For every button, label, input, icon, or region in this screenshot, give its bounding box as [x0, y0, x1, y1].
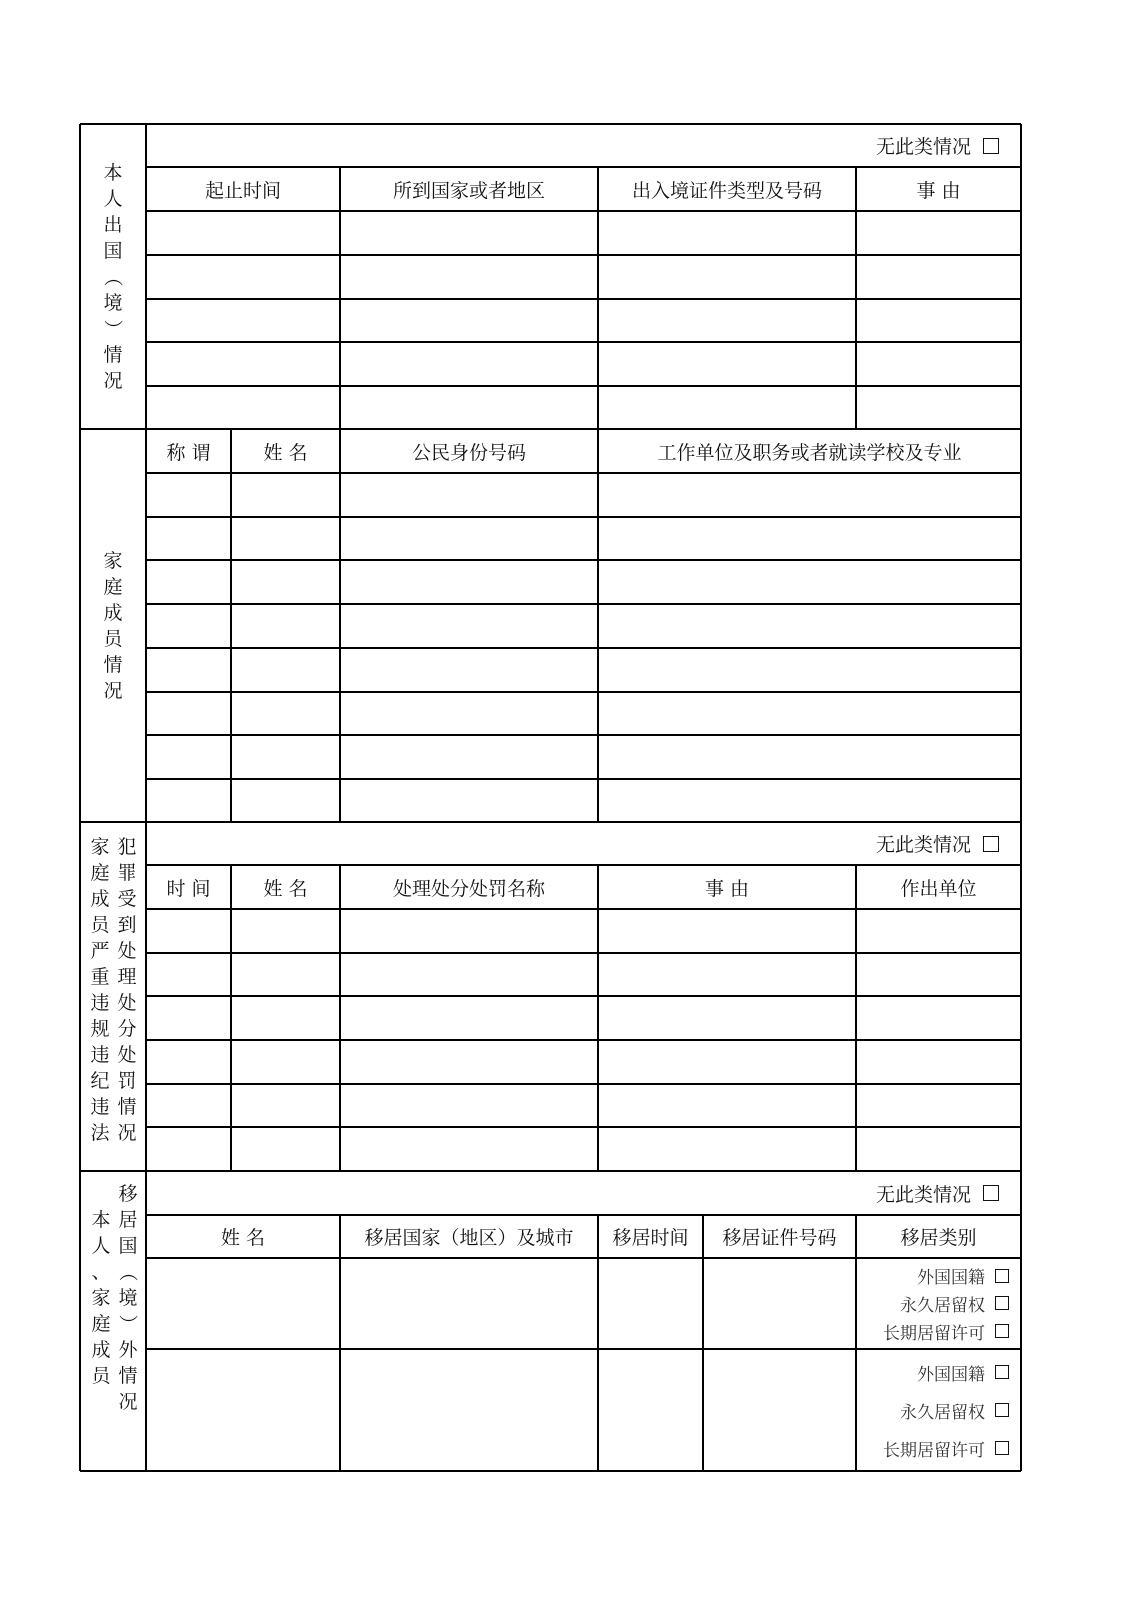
- emigration-none-row: [146, 1171, 999, 1215]
- travel-cell[interactable]: [147, 256, 339, 298]
- grid-line: [1020, 124, 1022, 1471]
- category-checkbox[interactable]: [995, 1324, 1009, 1338]
- travel-cell[interactable]: [147, 300, 339, 341]
- violation-title-col1: 家 庭 成 员 严 重 违 规 违 纪 违 法: [90, 836, 110, 1144]
- travel-header-1: 所到国家或者地区: [392, 179, 545, 202]
- family-header-1: 姓 名: [263, 441, 308, 464]
- violation-cell[interactable]: [341, 910, 597, 952]
- violation-cell[interactable]: [341, 997, 597, 1039]
- travel-section-title: 本 人 出 国 （ 境 ） 情 况: [101, 161, 124, 392]
- travel-header-0: 起止时间: [204, 179, 281, 202]
- violation-cell[interactable]: [599, 910, 855, 952]
- travel-cell[interactable]: [599, 300, 855, 341]
- violation-cell[interactable]: [341, 1041, 597, 1083]
- category-checkbox[interactable]: [995, 1365, 1009, 1379]
- category-checkbox[interactable]: [995, 1403, 1009, 1417]
- family-cell[interactable]: [599, 649, 1020, 691]
- violation-cell[interactable]: [599, 1085, 855, 1126]
- family-cell[interactable]: [147, 561, 230, 603]
- violation-cell[interactable]: [599, 1041, 855, 1083]
- category-checkbox[interactable]: [995, 1269, 1009, 1283]
- family-header-2: 公民身份号码: [411, 441, 526, 464]
- travel-cell[interactable]: [341, 343, 597, 385]
- emigration-cell[interactable]: [704, 1259, 855, 1348]
- family-header-0: 称 谓: [166, 441, 211, 464]
- violation-cell[interactable]: [599, 1128, 855, 1170]
- violation-cell[interactable]: [232, 1041, 339, 1083]
- family-cell[interactable]: [232, 474, 339, 516]
- family-cell[interactable]: [147, 474, 230, 516]
- personal-info-form: [80, 124, 1021, 1471]
- travel-cell[interactable]: [341, 387, 597, 428]
- travel-cell[interactable]: [857, 343, 1020, 385]
- emigration-cell[interactable]: [341, 1259, 597, 1348]
- travel-cell[interactable]: [857, 300, 1020, 341]
- none-label: 无此类情况: [875, 834, 971, 856]
- emigration-cell[interactable]: [599, 1350, 702, 1470]
- travel-cell[interactable]: [341, 256, 597, 298]
- none-checkbox[interactable]: [983, 836, 999, 852]
- travel-header-3: 事 由: [916, 179, 961, 202]
- family-cell[interactable]: [232, 518, 339, 559]
- travel-cell[interactable]: [147, 212, 339, 254]
- emigration-cell[interactable]: [341, 1350, 597, 1470]
- none-checkbox[interactable]: [983, 138, 999, 154]
- violation-cell[interactable]: [147, 1128, 230, 1170]
- violation-cell[interactable]: [341, 1085, 597, 1126]
- family-cell[interactable]: [232, 649, 339, 691]
- emigration-title-col1: 本 人 、 家 庭 成 员: [91, 1209, 111, 1387]
- travel-cell[interactable]: [341, 212, 597, 254]
- family-cell[interactable]: [232, 561, 339, 603]
- violation-cell[interactable]: [232, 1128, 339, 1170]
- family-cell[interactable]: [599, 693, 1020, 734]
- family-cell[interactable]: [341, 561, 597, 603]
- emigration-header-3: 移居证件号码: [722, 1227, 837, 1249]
- violation-cell[interactable]: [232, 954, 339, 995]
- emigration-header-4: 移居类别: [900, 1227, 977, 1249]
- emigration-category-option[interactable]: [856, 1290, 1009, 1318]
- family-cell[interactable]: [147, 518, 230, 559]
- family-cell[interactable]: [599, 561, 1020, 603]
- emigration-category-option[interactable]: [856, 1429, 1009, 1467]
- violation-title-col2: 犯 罪 受 到 处 理 处 分 处 罚 情 况: [117, 836, 137, 1144]
- violation-cell[interactable]: [857, 1041, 1020, 1083]
- family-cell[interactable]: [147, 736, 230, 778]
- emigration-header-1: 移居国家（地区）及城市: [364, 1227, 574, 1249]
- category-label: 外国国籍: [917, 1268, 985, 1289]
- violation-cell[interactable]: [147, 954, 230, 995]
- none-checkbox[interactable]: [983, 1185, 999, 1201]
- family-cell[interactable]: [341, 649, 597, 691]
- violation-header-3: 事 由: [704, 877, 750, 900]
- violation-header-4: 作出单位: [900, 877, 977, 900]
- violation-cell[interactable]: [232, 910, 339, 952]
- family-cell[interactable]: [232, 780, 339, 821]
- travel-cell[interactable]: [147, 343, 339, 385]
- violation-cell[interactable]: [147, 1041, 230, 1083]
- emigration-category-option[interactable]: [856, 1317, 1009, 1345]
- emigration-cell[interactable]: [147, 1259, 339, 1348]
- violation-cell[interactable]: [599, 954, 855, 995]
- family-cell[interactable]: [599, 518, 1020, 559]
- violation-header-2: 处理处分处罚名称: [392, 877, 545, 900]
- family-cell[interactable]: [147, 649, 230, 691]
- violation-cell[interactable]: [147, 1085, 230, 1126]
- travel-none-row: [146, 124, 999, 167]
- travel-cell[interactable]: [599, 343, 855, 385]
- family-cell[interactable]: [232, 693, 339, 734]
- emigration-cell[interactable]: [147, 1350, 339, 1470]
- family-cell[interactable]: [341, 780, 597, 821]
- violation-header-0: 时 间: [166, 877, 211, 900]
- none-label: 无此类情况: [875, 1183, 971, 1206]
- emigration-category-option[interactable]: [856, 1262, 1009, 1290]
- category-checkbox[interactable]: [995, 1296, 1009, 1310]
- violation-cell[interactable]: [341, 954, 597, 995]
- travel-cell[interactable]: [599, 387, 855, 428]
- travel-cell[interactable]: [857, 212, 1020, 254]
- family-cell[interactable]: [599, 474, 1020, 516]
- category-label: 外国国籍: [917, 1364, 985, 1385]
- emigration-header-2: 移居时间: [612, 1227, 689, 1249]
- violation-cell[interactable]: [147, 997, 230, 1039]
- travel-header-2: 出入境证件类型及号码: [631, 179, 822, 202]
- family-cell[interactable]: [232, 736, 339, 778]
- emigration-category-option[interactable]: [856, 1353, 1009, 1391]
- family-cell[interactable]: [147, 605, 230, 647]
- family-section-title: 家 庭 成 员 情 况: [103, 549, 123, 702]
- travel-cell[interactable]: [599, 212, 855, 254]
- travel-cell[interactable]: [857, 387, 1020, 428]
- emigration-title-col2: 移 居 国 （ 境 ） 外 情 况: [116, 1183, 139, 1413]
- family-header-3: 工作单位及职务或者就读学校及专业: [657, 441, 962, 464]
- family-cell[interactable]: [341, 474, 597, 516]
- violation-cell[interactable]: [857, 997, 1020, 1039]
- travel-cell[interactable]: [341, 300, 597, 341]
- travel-cell[interactable]: [599, 256, 855, 298]
- violation-cell[interactable]: [341, 1128, 597, 1170]
- family-cell[interactable]: [147, 780, 230, 821]
- violation-header-1: 姓 名: [263, 877, 308, 900]
- category-label: 长期居留许可: [883, 1323, 985, 1344]
- travel-cell[interactable]: [857, 256, 1020, 298]
- emigration-header-0: 姓 名: [220, 1227, 266, 1249]
- family-cell[interactable]: [599, 736, 1020, 778]
- family-cell[interactable]: [599, 605, 1020, 647]
- violation-cell[interactable]: [857, 910, 1020, 952]
- violation-cell[interactable]: [857, 1085, 1020, 1126]
- violation-cell[interactable]: [857, 954, 1020, 995]
- emigration-cell[interactable]: [704, 1350, 855, 1470]
- family-cell[interactable]: [341, 518, 597, 559]
- violation-cell[interactable]: [232, 1085, 339, 1126]
- family-cell[interactable]: [341, 693, 597, 734]
- violation-cell[interactable]: [232, 997, 339, 1039]
- violation-cell[interactable]: [147, 910, 230, 952]
- violation-none-row: [146, 822, 999, 865]
- emigration-cell[interactable]: [599, 1259, 702, 1348]
- category-label: 永久居留权: [900, 1402, 985, 1423]
- family-cell[interactable]: [232, 605, 339, 647]
- none-label: 无此类情况: [875, 136, 971, 158]
- emigration-category-option[interactable]: [856, 1391, 1009, 1429]
- category-label: 长期居留许可: [883, 1440, 985, 1461]
- violation-cell[interactable]: [599, 997, 855, 1039]
- travel-cell[interactable]: [147, 387, 339, 428]
- category-label: 永久居留权: [900, 1295, 985, 1316]
- category-checkbox[interactable]: [995, 1441, 1009, 1455]
- family-cell[interactable]: [147, 693, 230, 734]
- family-cell[interactable]: [341, 736, 597, 778]
- family-cell[interactable]: [599, 780, 1020, 821]
- family-cell[interactable]: [341, 605, 597, 647]
- violation-cell[interactable]: [857, 1128, 1020, 1170]
- grid-line: [80, 1470, 1021, 1472]
